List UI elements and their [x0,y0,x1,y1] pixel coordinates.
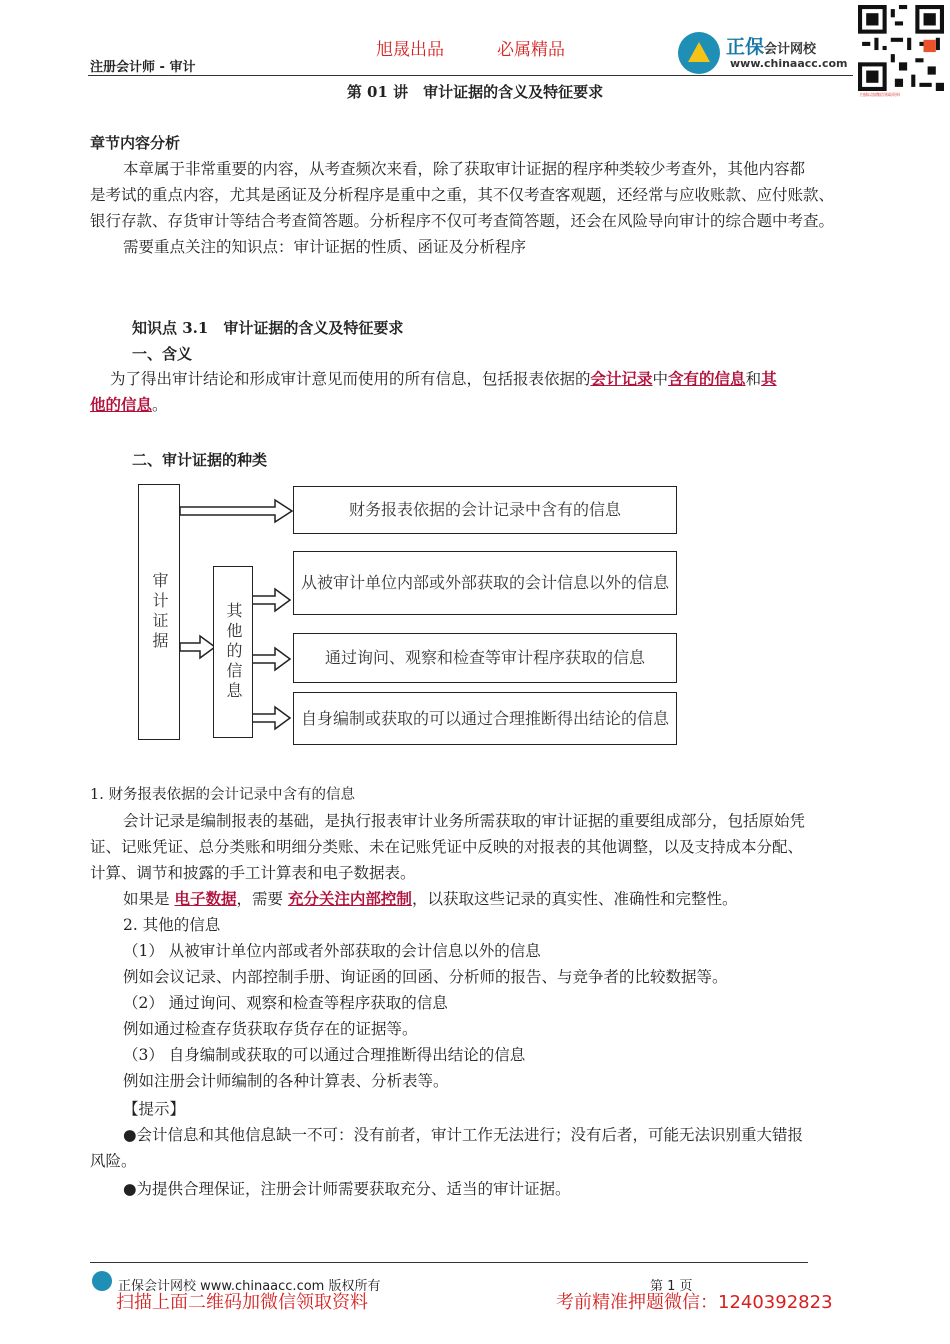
footer-divider [90,1262,808,1263]
qr-caption: 扫描以加微信领取资料 [860,92,900,97]
item-1-line-1: 会计记录是编制报表的基础，是执行报表审计业务所需获取的审计证据的重要组成部分，包括原始凭 [123,812,806,830]
subheading-definition: 一、含义 [132,345,193,363]
analysis-line-1: 本章属于非常重要的内容，从考查频次来看，除了获取审计证据的程序种类较少考查外，其他内容都 [123,160,806,178]
tip-heading: 【提示】 [123,1100,186,1118]
item-2-sub-3: （3） 自身编制或获取的可以通过合理推断得出结论的信息 [123,1046,526,1064]
subheading-types: 二、审计证据的种类 [132,451,268,469]
logo-url: www.chinaacc.com [730,57,848,70]
diagram-root-box: 审计证据 [138,484,180,740]
item-1-heading: 1. 财务报表依据的会计记录中含有的信息 [90,787,355,803]
item-2-sub-1-example: 例如会议记录、内部控制手册、询证函的回函、分析师的报告、与竞争者的比较数据等。 [123,968,728,986]
analysis-focus: 需要重点关注的知识点：审计证据的性质、函证及分析程序 [123,238,527,256]
definition-line-2: 他的信息。 [90,395,168,414]
logo-mark-icon [678,32,720,74]
diagram-box-4: 自身编制或获取的可以通过合理推断得出结论的信息 [293,692,677,745]
tip-1-line-1: ●会计信息和其他信息缺一不可：没有前者，审计工作无法进行；没有后者，可能无法识别重大错报 [123,1126,804,1144]
definition-line-1: 为了得出审计结论和形成审计意见而使用的所有信息，包括报表依据的会计记录中含有的信息和其 [110,369,777,388]
logo-brand: 正保会计网校 [726,36,817,58]
tip-2: ●为提供合理保证，注册会计师需要获取充分、适当的审计证据。 [123,1180,571,1198]
item-1-line-2: 证、记账凭证、总分类账和明细分类账、未在记账凭证中反映的对报表的其他调整，以及支持成本分配、 [90,838,804,856]
footer-promo-right: 考前精准押题微信：1240392823 [556,1292,833,1313]
section-heading: 章节内容分析 [90,134,181,152]
slogan-right: 必属精品 [497,40,565,60]
item-2-sub-1: （1） 从被审计单位内部或者外部获取的会计信息以外的信息 [123,942,541,960]
knowledge-point-heading: 知识点 3.1 审计证据的含义及特征要求 [132,319,404,337]
footer-page-number: 第 1 页 [650,1279,693,1294]
diagram-box-1: 财务报表依据的会计记录中含有的信息 [293,486,677,534]
qr-code-icon[interactable] [858,5,944,91]
diagram-box-2: 从被审计单位内部或外部获取的会计信息以外的信息 [293,551,677,615]
item-2-sub-3-example: 例如注册会计师编制的各种计算表、分析表等。 [123,1072,449,1090]
footer-promo-left: 扫描上面二维码加微信领取资料 [116,1292,368,1313]
item-2-sub-2: （2） 通过询问、观察和检查等程序获取的信息 [123,994,448,1012]
tip-1-line-2: 风险。 [90,1152,137,1170]
diagram-box-3: 通过询问、观察和检查等审计程序获取的信息 [293,633,677,683]
analysis-line-3: 银行存款、存货审计等结合考查简答题。分析程序不仅可考查简答题，还会在风险导向审计的综合题中考查。 [90,212,835,230]
analysis-line-2: 是考试的重点内容，尤其是函证及分析程序是重中之重，其不仅考查客观题，还经常与应收账款、应付账款、 [90,186,835,204]
item-2-heading: 2. 其他的信息 [123,916,221,934]
slogan-left: 旭晟出品 [376,40,444,60]
item-1-note: 如果是 电子数据，需要 充分关注内部控制，以获取这些记录的真实性、准确性和完整性。 [123,889,738,908]
item-1-line-3: 计算、调节和披露的手工计算表和电子数据表。 [90,864,416,882]
footer-logo-icon [92,1271,112,1291]
header-divider [88,75,853,76]
course-name: 注册会计师 - 审计 [90,60,196,75]
diagram-other-box: 其他的信息 [213,566,253,738]
item-2-sub-2-example: 例如通过检查存货获取存货存在的证据等。 [123,1020,418,1038]
page-title: 第 01 讲 审计证据的含义及特征要求 [346,83,604,101]
chinaacc-logo[interactable] [678,30,858,76]
footer-copyright: 正保会计网校 www.chinaacc.com 版权所有 [118,1279,381,1294]
